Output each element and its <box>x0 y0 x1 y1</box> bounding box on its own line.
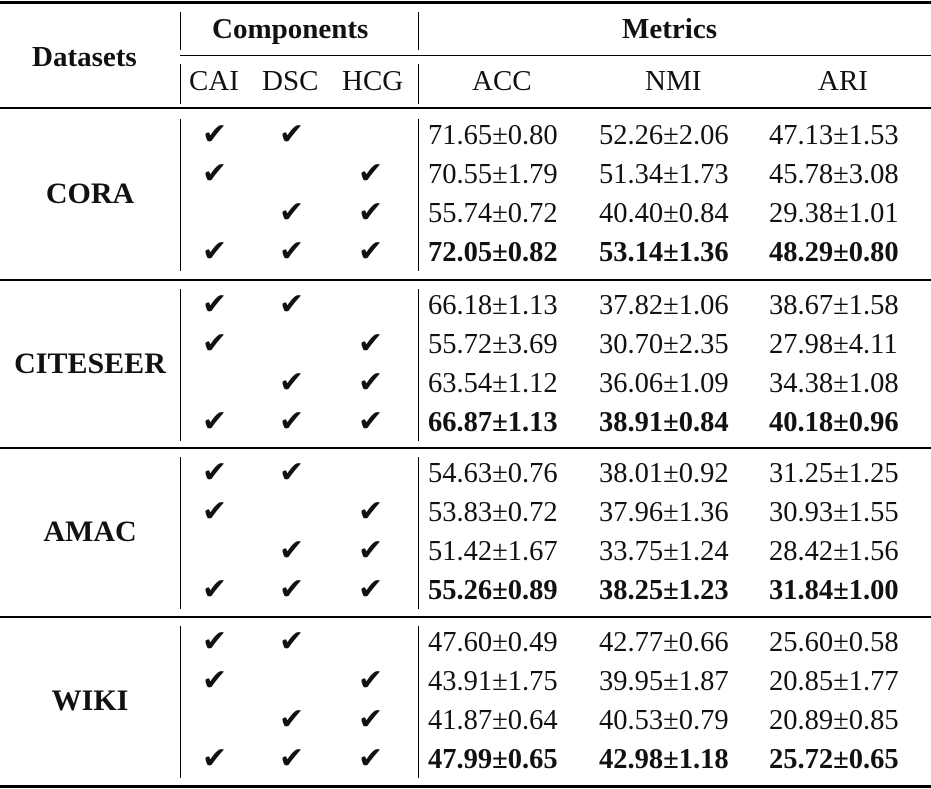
group-rule-2 <box>0 447 931 449</box>
metric-acc-cell: 54.63±0.76 <box>428 458 558 489</box>
check-icon: ✔ <box>358 741 384 776</box>
check-icon: ✔ <box>202 663 228 698</box>
check-icon: ✔ <box>279 741 305 776</box>
check-icon: ✔ <box>202 494 228 529</box>
check-icon: ✔ <box>358 702 384 737</box>
metric-nmi-cell: 33.75±1.24 <box>599 536 729 567</box>
metric-acc-cell: 66.87±1.13 <box>428 407 558 438</box>
check-icon: ✔ <box>358 195 384 230</box>
check-icon: ✔ <box>358 404 384 439</box>
check-icon: ✔ <box>279 234 305 269</box>
metric-nmi-cell: 40.53±0.79 <box>599 705 729 736</box>
header-vertical-rule <box>180 64 181 104</box>
metric-ari-cell: 38.67±1.58 <box>769 290 899 321</box>
check-icon: ✔ <box>358 494 384 529</box>
header-rule <box>0 107 931 109</box>
check-icon: ✔ <box>358 365 384 400</box>
metric-nmi-cell: 38.91±0.84 <box>599 407 729 438</box>
header-ari: ARI <box>818 65 868 97</box>
group-vertical-rule <box>418 626 419 778</box>
metric-ari-cell: 34.38±1.08 <box>769 368 899 399</box>
group-vertical-rule <box>418 289 419 441</box>
metric-ari-cell: 20.89±0.85 <box>769 705 899 736</box>
check-icon: ✔ <box>279 533 305 568</box>
metric-nmi-cell: 53.14±1.36 <box>599 237 729 268</box>
components-underline <box>180 55 418 56</box>
check-icon: ✔ <box>202 572 228 607</box>
metric-acc-cell: 41.87±0.64 <box>428 705 558 736</box>
check-icon: ✔ <box>358 234 384 269</box>
check-icon: ✔ <box>279 624 305 659</box>
metric-acc-cell: 47.99±0.65 <box>428 744 558 775</box>
metric-nmi-cell: 51.34±1.73 <box>599 159 729 190</box>
group-vertical-rule <box>418 119 419 271</box>
metric-nmi-cell: 42.77±0.66 <box>599 627 729 658</box>
metric-acc-cell: 55.72±3.69 <box>428 329 558 360</box>
dataset-name: AMAC <box>43 515 137 548</box>
metric-acc-cell: 63.54±1.12 <box>428 368 558 399</box>
check-icon: ✔ <box>279 572 305 607</box>
top-rule <box>0 1 931 4</box>
check-icon: ✔ <box>279 365 305 400</box>
metric-nmi-cell: 42.98±1.18 <box>599 744 729 775</box>
header-nmi: NMI <box>645 65 702 97</box>
check-icon: ✔ <box>358 533 384 568</box>
check-icon: ✔ <box>279 287 305 322</box>
metric-nmi-cell: 37.82±1.06 <box>599 290 729 321</box>
group-vertical-rule <box>180 626 181 778</box>
metric-acc-cell: 66.18±1.13 <box>428 290 558 321</box>
metric-nmi-cell: 30.70±2.35 <box>599 329 729 360</box>
group-rule-3 <box>0 616 931 618</box>
header-dsc: DSC <box>262 65 319 97</box>
dataset-name: CITESEER <box>14 347 166 380</box>
check-icon: ✔ <box>202 404 228 439</box>
metric-acc-cell: 47.60±0.49 <box>428 627 558 658</box>
check-icon: ✔ <box>202 117 228 152</box>
metric-acc-cell: 43.91±1.75 <box>428 666 558 697</box>
metric-ari-cell: 45.78±3.08 <box>769 159 899 190</box>
metric-ari-cell: 27.98±4.11 <box>769 329 898 360</box>
metric-acc-cell: 53.83±0.72 <box>428 497 558 528</box>
check-icon: ✔ <box>279 404 305 439</box>
header-vertical-rule <box>180 12 181 50</box>
dataset-name: WIKI <box>51 684 129 717</box>
check-icon: ✔ <box>202 234 228 269</box>
metric-ari-cell: 28.42±1.56 <box>769 536 899 567</box>
check-icon: ✔ <box>279 117 305 152</box>
header-components: Components <box>212 13 369 45</box>
group-vertical-rule <box>180 457 181 609</box>
header-vertical-rule <box>418 12 419 50</box>
metric-acc-cell: 72.05±0.82 <box>428 237 558 268</box>
check-icon: ✔ <box>202 156 228 191</box>
header-hcg: HCG <box>342 65 404 97</box>
group-vertical-rule <box>180 119 181 271</box>
metric-nmi-cell: 38.25±1.23 <box>599 575 729 606</box>
metric-ari-cell: 25.60±0.58 <box>769 627 899 658</box>
metric-nmi-cell: 38.01±0.92 <box>599 458 729 489</box>
metric-nmi-cell: 40.40±0.84 <box>599 198 729 229</box>
metric-ari-cell: 25.72±0.65 <box>769 744 899 775</box>
check-icon: ✔ <box>279 702 305 737</box>
header-cai: CAI <box>189 65 239 97</box>
metric-ari-cell: 31.25±1.25 <box>769 458 899 489</box>
check-icon: ✔ <box>358 572 384 607</box>
metric-ari-cell: 31.84±1.00 <box>769 575 899 606</box>
check-icon: ✔ <box>202 287 228 322</box>
check-icon: ✔ <box>202 326 228 361</box>
dataset-name: CORA <box>45 177 135 210</box>
group-rule-1 <box>0 279 931 281</box>
metric-nmi-cell: 37.96±1.36 <box>599 497 729 528</box>
header-datasets: Datasets <box>32 41 137 73</box>
metric-nmi-cell: 36.06±1.09 <box>599 368 729 399</box>
metric-acc-cell: 55.74±0.72 <box>428 198 558 229</box>
metric-ari-cell: 29.38±1.01 <box>769 198 899 229</box>
metric-nmi-cell: 39.95±1.87 <box>599 666 729 697</box>
metric-ari-cell: 30.93±1.55 <box>769 497 899 528</box>
metric-ari-cell: 47.13±1.53 <box>769 120 899 151</box>
metric-nmi-cell: 52.26±2.06 <box>599 120 729 151</box>
check-icon: ✔ <box>358 663 384 698</box>
header-vertical-rule <box>418 64 419 104</box>
group-vertical-rule <box>418 457 419 609</box>
check-icon: ✔ <box>279 195 305 230</box>
metric-acc-cell: 70.55±1.79 <box>428 159 558 190</box>
metrics-underline <box>418 55 931 56</box>
metric-ari-cell: 40.18±0.96 <box>769 407 899 438</box>
check-icon: ✔ <box>279 455 305 490</box>
check-icon: ✔ <box>202 624 228 659</box>
header-acc: ACC <box>472 65 532 97</box>
metric-acc-cell: 71.65±0.80 <box>428 120 558 151</box>
group-vertical-rule <box>180 289 181 441</box>
metric-acc-cell: 51.42±1.67 <box>428 536 558 567</box>
metric-acc-cell: 55.26±0.89 <box>428 575 558 606</box>
header-metrics: Metrics <box>622 13 717 45</box>
check-icon: ✔ <box>358 326 384 361</box>
metric-ari-cell: 48.29±0.80 <box>769 237 899 268</box>
bottom-rule <box>0 785 931 788</box>
check-icon: ✔ <box>202 741 228 776</box>
check-icon: ✔ <box>358 156 384 191</box>
metric-ari-cell: 20.85±1.77 <box>769 666 899 697</box>
check-icon: ✔ <box>202 455 228 490</box>
